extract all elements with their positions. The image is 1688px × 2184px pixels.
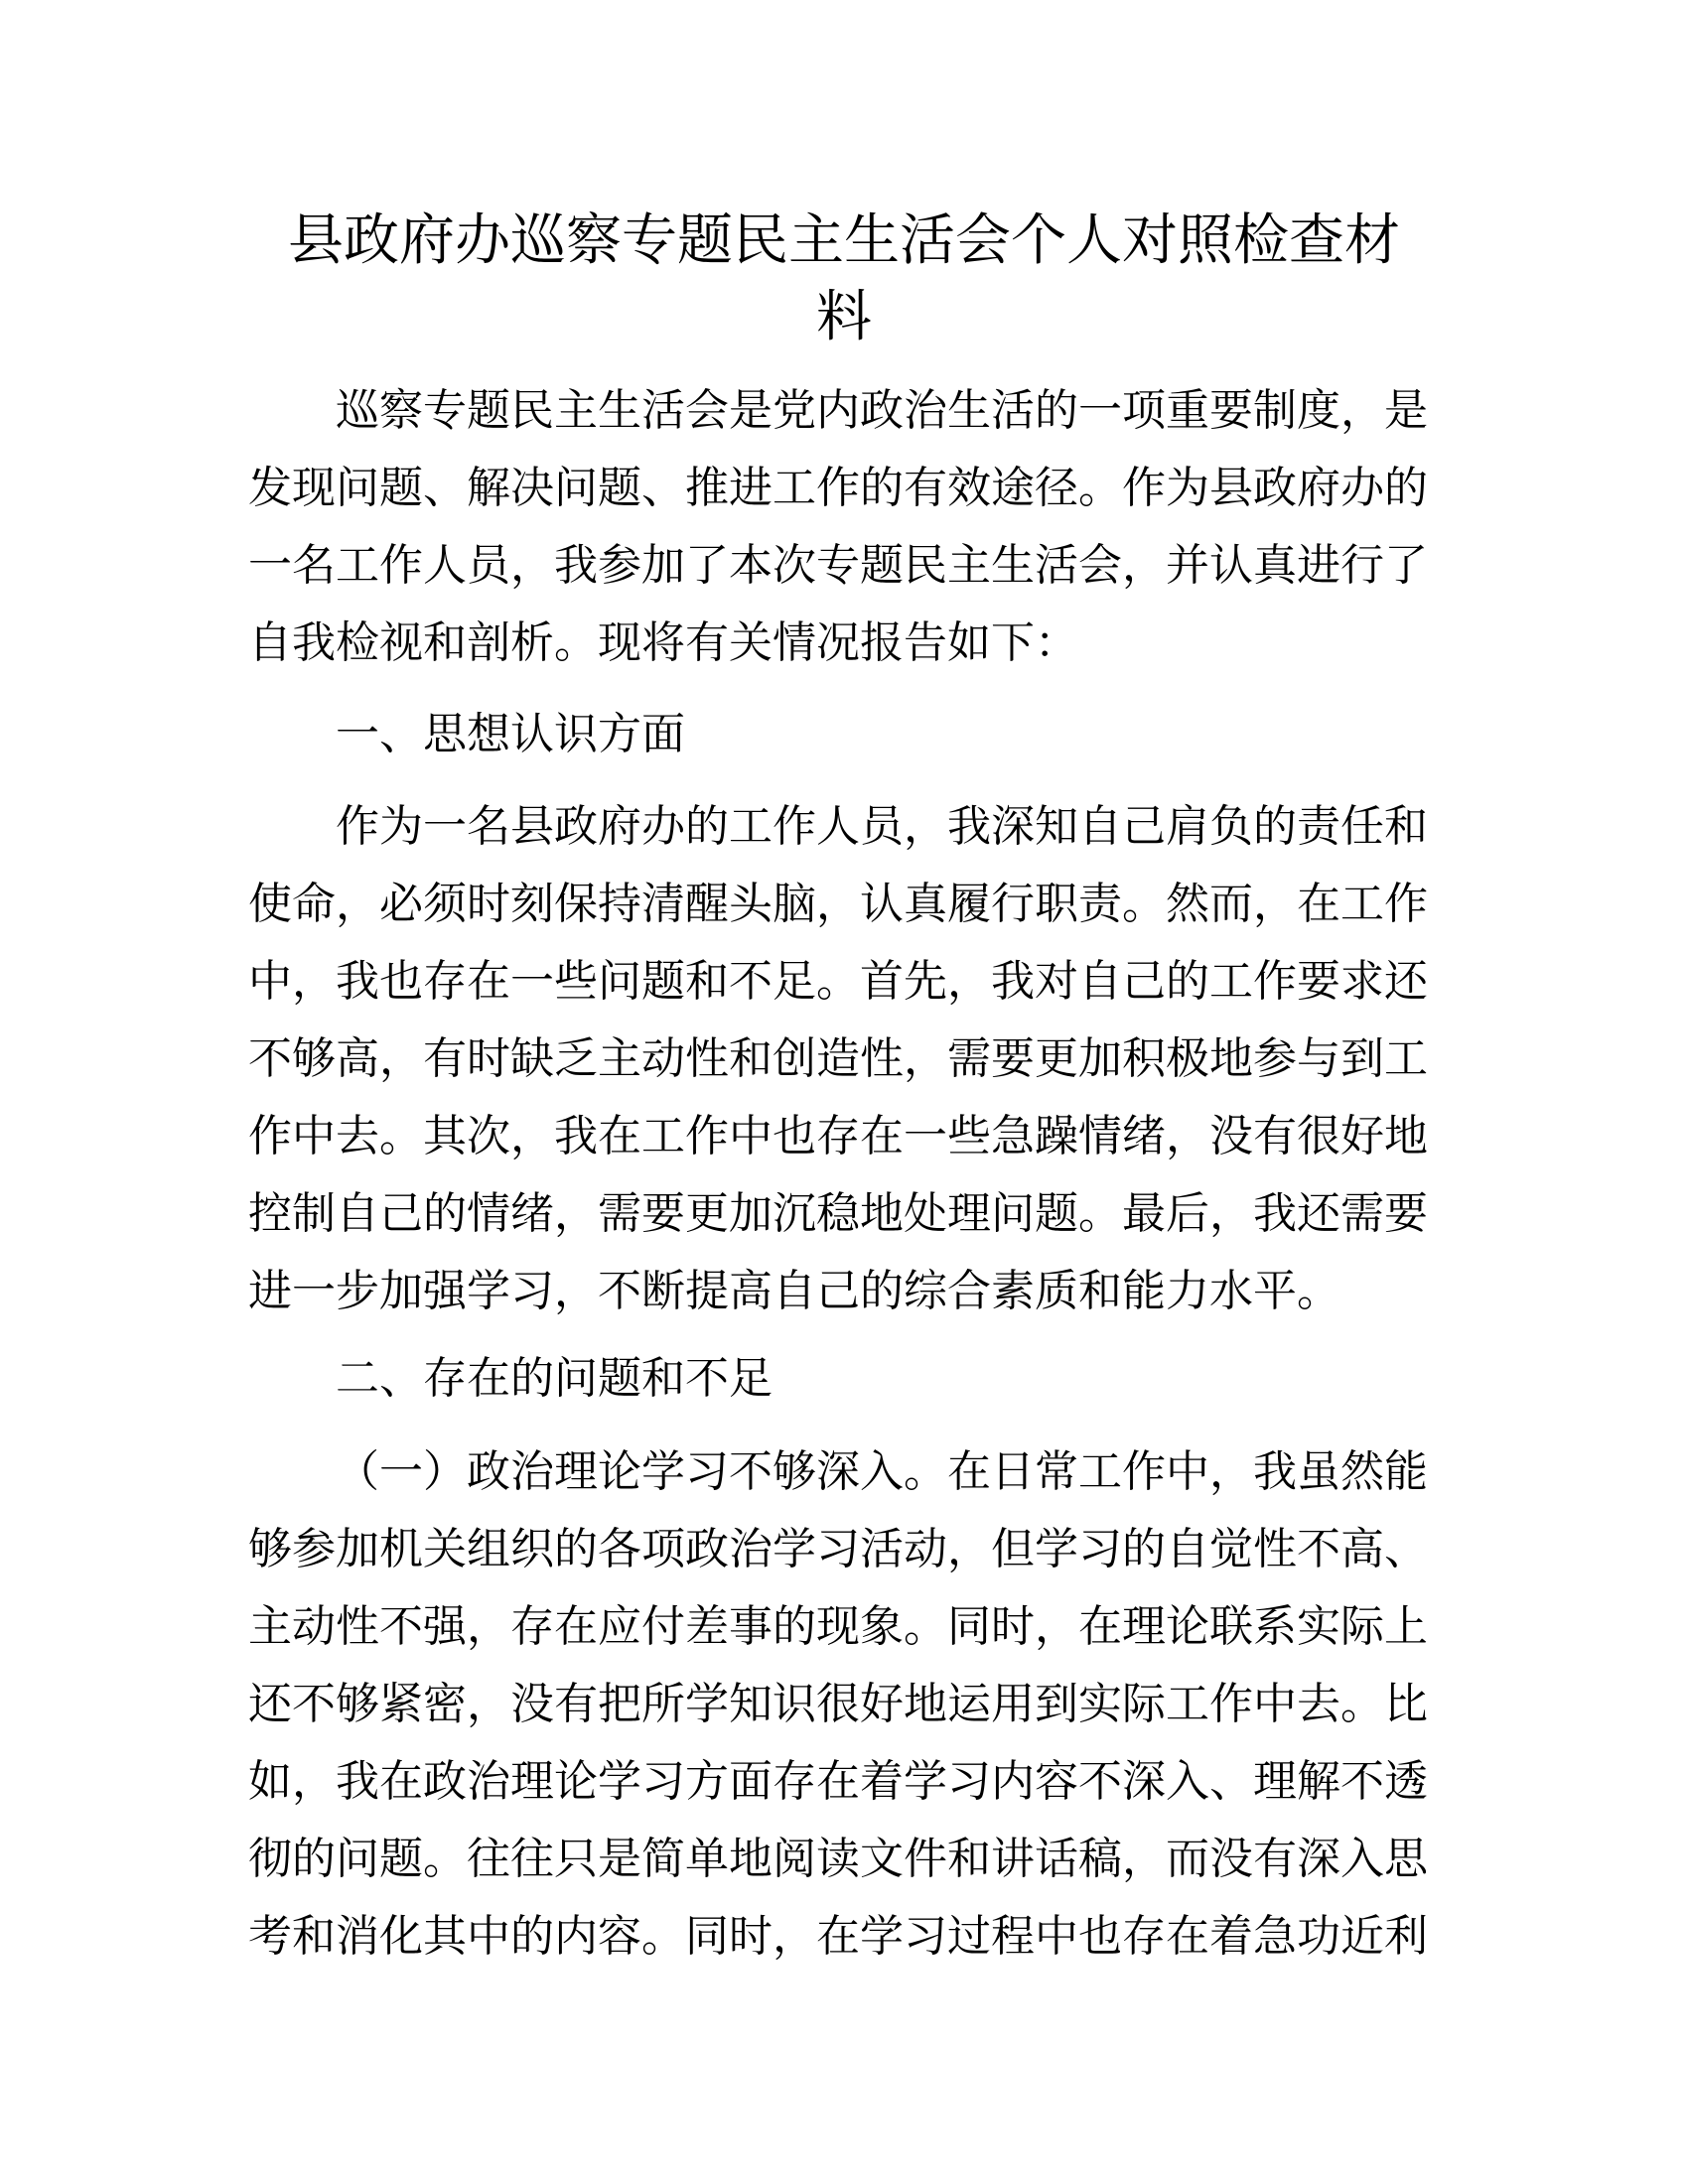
title-line-1: 县政府办巡察专题民主生活会个人对照检查材 <box>288 208 1400 273</box>
text-line: 发现问题、解决问题、推进工作的有效途径。作为县政府办的 <box>248 463 1428 513</box>
heading-text: 一、思想认识方面 <box>336 709 685 759</box>
text-line: 控制自己的情绪，需要更加沉稳地处理问题。最后，我还需要 <box>248 1188 1428 1239</box>
text-line: 作为一名县政府办的工作人员，我深知自己肩负的责任和 <box>336 801 1428 852</box>
text-line: 彻的问题。往往只是简单地阅读文件和讲话稿，而没有深入思 <box>248 1834 1428 1884</box>
text-line: 考和消化其中的内容。同时，在学习过程中也存在着急功近利 <box>248 1911 1428 1962</box>
text-line: 使命，必须时刻保持清醒头脑，认真履行职责。然而，在工作 <box>248 879 1428 929</box>
text-line: 够参加机关组织的各项政治学习活动，但学习的自觉性不高、 <box>248 1524 1428 1574</box>
problems-paragraph <box>248 1433 1428 1976</box>
heading-text: 二、存在的问题和不足 <box>336 1353 773 1404</box>
section-heading-2 <box>248 1340 1428 1418</box>
thinking-paragraph <box>248 788 1428 1330</box>
text-line: 作中去。其次，我在工作中也存在一些急躁情绪，没有很好地 <box>248 1111 1428 1161</box>
document-title <box>199 203 1489 355</box>
intro-paragraph <box>248 372 1428 682</box>
text-line: 主动性不强，存在应付差事的现象。同时，在理论联系实际上 <box>248 1601 1428 1652</box>
text-line: 如，我在政治理论学习方面存在着学习内容不深入、理解不透 <box>248 1756 1428 1807</box>
text-line: 中，我也存在一些问题和不足。首先，我对自己的工作要求还 <box>248 956 1428 1007</box>
text-line: （一）政治理论学习不够深入。在日常工作中，我虽然能 <box>336 1446 1428 1497</box>
text-line: 巡察专题民主生活会是党内政治生活的一项重要制度，是 <box>336 385 1428 436</box>
text-line: 进一步加强学习，不断提高自己的综合素质和能力水平。 <box>248 1266 1340 1316</box>
text-line: 还不够紧密，没有把所学知识很好地运用到实际工作中去。比 <box>248 1679 1428 1729</box>
text-line: 不够高，有时缺乏主动性和创造性，需要更加积极地参与到工 <box>248 1033 1428 1084</box>
text-line: 一名工作人员，我参加了本次专题民主生活会，并认真进行了 <box>248 540 1428 591</box>
title-line-2: 料 <box>816 285 872 349</box>
text-line: 自我检视和剖析。现将有关情况报告如下： <box>248 617 1078 668</box>
section-heading-1 <box>248 696 1428 773</box>
